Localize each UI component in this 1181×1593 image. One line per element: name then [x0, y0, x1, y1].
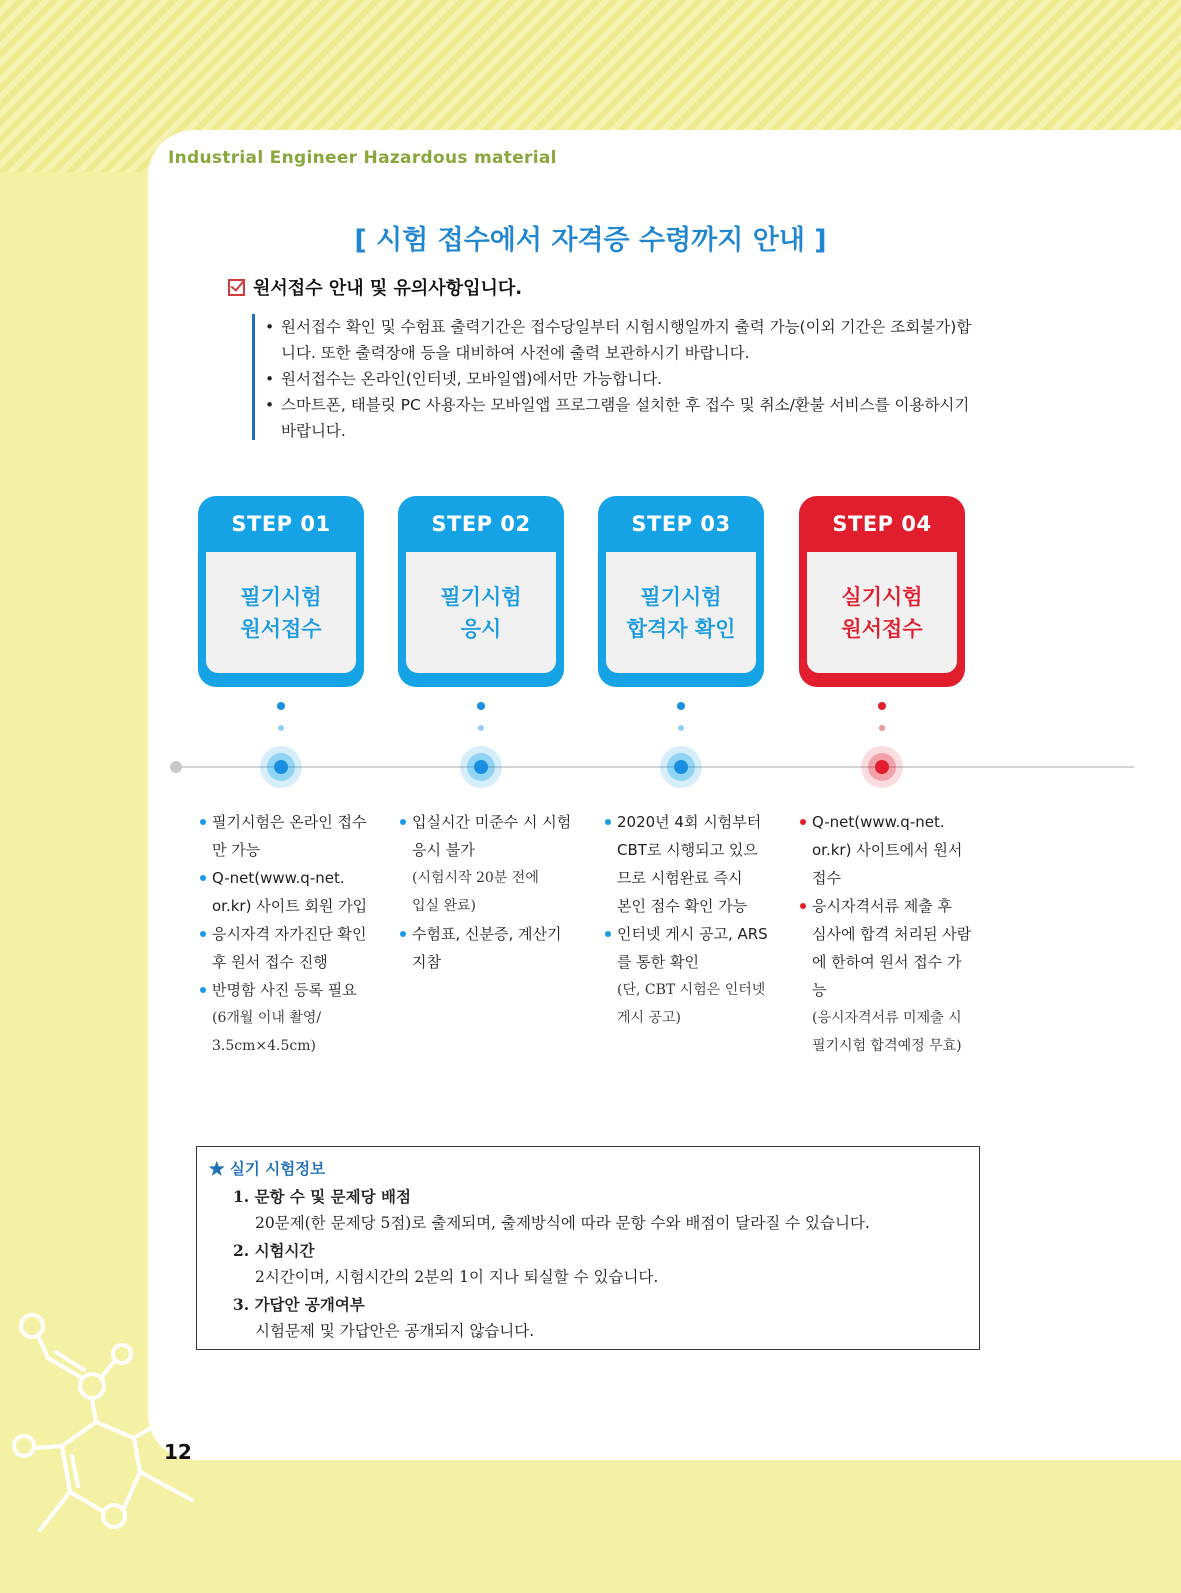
step-title-line: 합격자 확인 [626, 616, 736, 641]
desc-bullet: 필기시험은 온라인 접수 [200, 808, 372, 836]
main-title: [ 시험 접수에서 자격증 수령까지 안내 ] [354, 225, 827, 256]
step-content [406, 552, 556, 673]
desc-continued: or.kr) 사이트 회원 가입 [212, 897, 368, 915]
step-card-1 [198, 496, 364, 687]
desc-continued: 심사에 합격 처리된 사람 [812, 925, 972, 943]
notice-heading [228, 274, 522, 300]
desc-bullet: 인터넷 게시 공고, ARS [605, 920, 777, 948]
desc-note: 게시 공고) [617, 1010, 682, 1026]
step-card-3 [598, 496, 764, 687]
notice-item: • 원서접수 확인 및 수험표 출력기간은 접수당일부터 시험시행일까지 출력 가능(이외 기간은 조회불가)합니다. 또한 출력장애 등을 대비하여 사전에 출력 보관하시기 바랍니다. [255, 314, 975, 366]
running-title: Industrial Engineer Hazardous material [168, 148, 557, 168]
step-card-4 [799, 496, 965, 687]
step-label: STEP 02 [431, 512, 531, 536]
step-title-line: 필기시험 [440, 584, 522, 609]
desc-continued: 에 한하여 원서 접수 가능 [812, 953, 962, 999]
desc-continued: CBT로 시행되고 있으 [617, 841, 758, 859]
desc-bullet: 반명함 사진 등록 필요 [200, 976, 372, 1004]
molecule-decoration-icon [0, 1296, 200, 1536]
timeline-start-dot [170, 761, 182, 773]
desc-continued: 므로 시험완료 즉시 [617, 869, 743, 887]
timeline-node [260, 746, 302, 788]
info-item-title: 2. 시험시간 [233, 1241, 315, 1260]
step-content [807, 552, 957, 673]
step-title-line: 응시 [460, 616, 502, 641]
connector-dot [478, 725, 484, 731]
desc-bullet: 응시자격 자가진단 확인 [200, 920, 372, 948]
step-2-description [400, 808, 572, 976]
notice-list [255, 314, 975, 444]
connector-dot [678, 725, 684, 731]
desc-note: 필기시험 합격예정 무효) [812, 1038, 962, 1054]
timeline-node [460, 746, 502, 788]
desc-bullet: 수험표, 신분증, 계산기 [400, 920, 572, 948]
step-title-line: 필기시험 [240, 584, 322, 609]
desc-bullet: 입실시간 미준수 시 시험 [400, 808, 572, 836]
info-item-title: 3. 가답안 공개여부 [233, 1295, 365, 1314]
timeline-node [660, 746, 702, 788]
notice-item: • 원서접수는 온라인(인터넷, 모바일앱)에서만 가능합니다. [255, 366, 975, 392]
step-card-2 [398, 496, 564, 687]
desc-bullet: Q-net(www.q-net. [800, 808, 972, 836]
step-4-description [800, 808, 972, 1060]
timeline-node [861, 746, 903, 788]
desc-continued: 지참 [412, 953, 441, 971]
connector-dot [677, 702, 685, 710]
connector-dot [277, 702, 285, 710]
step-content [606, 552, 756, 673]
info-box-title: ★ 실기 시험정보 [209, 1159, 326, 1178]
info-item-text: 20문제(한 문제당 5점)로 출제되며, 출제방식에 따라 문항 수와 배점이 달라질 수 있습니다. [255, 1214, 870, 1232]
connector-dot [878, 702, 886, 710]
desc-continued: 접수 [812, 869, 841, 887]
desc-note: (6개월 이내 촬영/ [212, 1010, 322, 1026]
desc-note: (단, CBT 시험은 인터넷 [617, 982, 766, 998]
desc-continued: 만 가능 [212, 841, 261, 859]
step-label: STEP 03 [631, 512, 731, 536]
connector-dot [278, 725, 284, 731]
step-title-line: 실기시험 [841, 584, 923, 609]
desc-continued: 응시 불가 [412, 841, 475, 859]
desc-note: 3.5cm×4.5cm) [212, 1038, 316, 1054]
desc-bullet: Q-net(www.q-net. [200, 864, 372, 892]
step-1-description [200, 808, 372, 1060]
step-title-line: 원서접수 [841, 616, 923, 641]
desc-continued: or.kr) 사이트에서 원서 [812, 841, 963, 859]
step-title-line: 원서접수 [240, 616, 322, 641]
notice-item: • 스마트폰, 태블릿 PC 사용자는 모바일앱 프로그램을 설치한 후 접수 및 취소/환불 서비스를 이용하시기 바랍니다. [255, 392, 975, 444]
checkbox-checked-icon [228, 279, 245, 296]
page-number: 12 [164, 1440, 192, 1464]
info-item-text: 2시간이며, 시험시간의 2분의 1이 지나 퇴실할 수 있습니다. [255, 1268, 659, 1286]
desc-note: (시험시작 20분 전에 [412, 870, 539, 886]
timeline-line [176, 766, 1134, 768]
desc-bullet: 2020년 4회 시험부터 [605, 808, 777, 836]
connector-dot [477, 702, 485, 710]
desc-bullet: 응시자격서류 제출 후 [800, 892, 972, 920]
desc-continued: 를 통한 확인 [617, 953, 699, 971]
desc-continued: 후 원서 접수 진행 [212, 953, 328, 971]
step-title-line: 필기시험 [640, 584, 722, 609]
desc-continued: 본인 점수 확인 가능 [617, 897, 748, 915]
info-item-title: 1. 문항 수 및 문제당 배점 [233, 1187, 411, 1206]
step-3-description [605, 808, 777, 1032]
desc-note: (응시자격서류 미제출 시 [812, 1010, 962, 1026]
practical-exam-info-box [196, 1146, 980, 1350]
step-label: STEP 04 [832, 512, 932, 536]
step-label: STEP 01 [231, 512, 331, 536]
info-item-text: 시험문제 및 가답안은 공개되지 않습니다. [255, 1322, 535, 1340]
desc-note: 입실 완료) [412, 898, 477, 914]
notice-heading-text: 원서접수 안내 및 유의사항입니다. [253, 278, 523, 299]
step-content [206, 552, 356, 673]
connector-dot [879, 725, 885, 731]
notice-box [252, 314, 975, 440]
